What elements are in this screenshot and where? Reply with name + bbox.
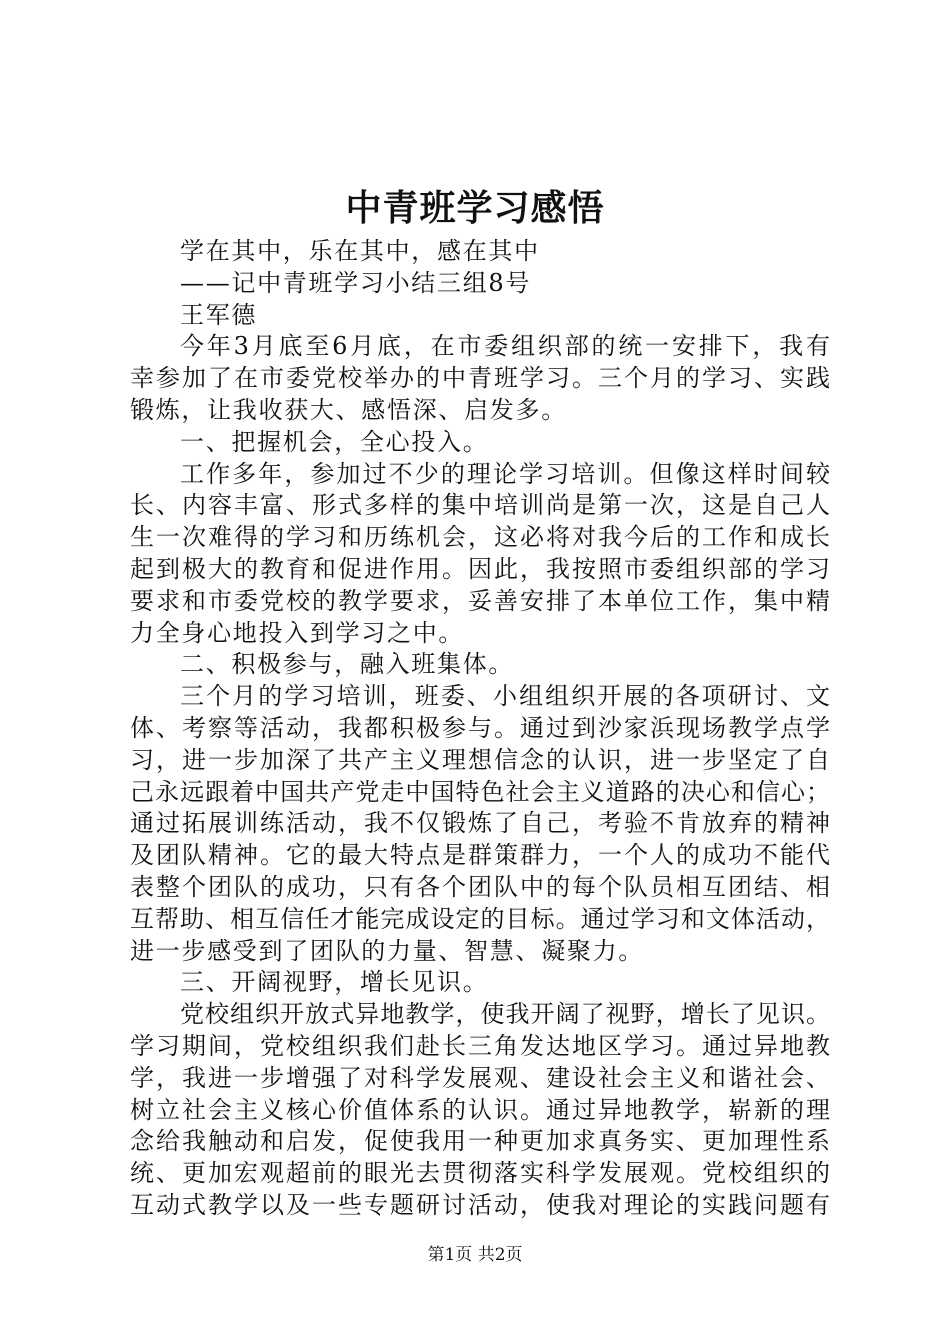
paragraph-line: 进一步感受到了团队的力量、智慧、凝聚力。 [130, 936, 644, 965]
paragraph-line: 幸参加了在市委党校举办的中青班学习。三个月的学习、实践 [130, 364, 830, 393]
paragraph-line: 学，我进一步增强了对科学发展观、建设社会主义和谐社会、 [130, 1063, 830, 1092]
subtitle-note-line: ——记中青班学习小结三组8号 [180, 268, 532, 297]
paragraph-line: 树立社会主义核心价值体系的认识。通过异地教学，崭新的理 [130, 1095, 830, 1124]
paragraph-line: 要求和市委党校的教学要求，妥善安排了本单位工作，集中精 [130, 586, 830, 615]
section-heading: 一、把握机会，全心投入。 [180, 427, 489, 456]
paragraph-line: 力全身心地投入到学习之中。 [130, 618, 465, 647]
document-title: 中青班学习感悟 [345, 187, 605, 229]
paragraph-line: 学习期间，党校组织我们赴长三角发达地区学习。通过异地教 [130, 1031, 830, 1060]
paragraph-line: 党校组织开放式异地教学，使我开阔了视野，增长了见识。 [180, 1000, 830, 1029]
paragraph-line: 习，进一步加深了共产主义理想信念的认识，进一步坚定了自 [130, 745, 830, 774]
page-number-footer: 第1页 共2页 [427, 1245, 523, 1265]
author-line: 王军德 [180, 300, 258, 329]
paragraph-line: 长、内容丰富、形式多样的集中培训尚是第一次，这是自己人 [130, 491, 830, 520]
paragraph-line: 及团队精神。它的最大特点是群策群力，一个人的成功不能代 [130, 841, 830, 870]
paragraph-line: 己永远跟着中国共产党走中国特色社会主义道路的决心和信心； [130, 777, 830, 806]
paragraph-line: 通过拓展训练活动，我不仅锻炼了自己，考验不肯放弃的精神 [130, 809, 830, 838]
paragraph-line: 互帮助、相互信任才能完成设定的目标。通过学习和文体活动， [130, 904, 830, 933]
paragraph-line: 工作多年，参加过不少的理论学习培训。但像这样时间较 [180, 459, 830, 488]
paragraph-line: 表整个团队的成功，只有各个团队中的每个队员相互团结、相 [130, 872, 830, 901]
paragraph-line: 锻炼，让我收获大、感悟深、启发多。 [130, 395, 567, 424]
paragraph-line: 念给我触动和启发，促使我用一种更加求真务实、更加理性系 [130, 1127, 830, 1156]
paragraph-line: 生一次难得的学习和历练机会，这必将对我今后的工作和成长 [130, 523, 830, 552]
section-heading: 三、开阔视野，增长见识。 [180, 968, 489, 997]
paragraph-line: 起到极大的教育和促进作用。因此，我按照市委组织部的学习 [130, 554, 830, 583]
paragraph-line: 今年3月底至6月底，在市委组织部的统一安排下，我有 [180, 332, 830, 361]
paragraph-line: 统、更加宏观超前的眼光去贯彻落实科学发展观。党校组织的 [130, 1159, 830, 1188]
document-body [130, 236, 830, 1222]
paragraph-line: 体、考察等活动，我都积极参与。通过到沙家浜现场教学点学 [130, 713, 830, 742]
subtitle-line: 学在其中，乐在其中，感在其中 [180, 237, 540, 265]
paragraph-line: 互动式教学以及一些专题研讨活动，使我对理论的实践问题有 [130, 1190, 830, 1219]
paragraph-line: 三个月的学习培训，班委、小组组织开展的各项研讨、文 [180, 682, 830, 711]
section-heading: 二、积极参与，融入班集体。 [180, 650, 515, 679]
